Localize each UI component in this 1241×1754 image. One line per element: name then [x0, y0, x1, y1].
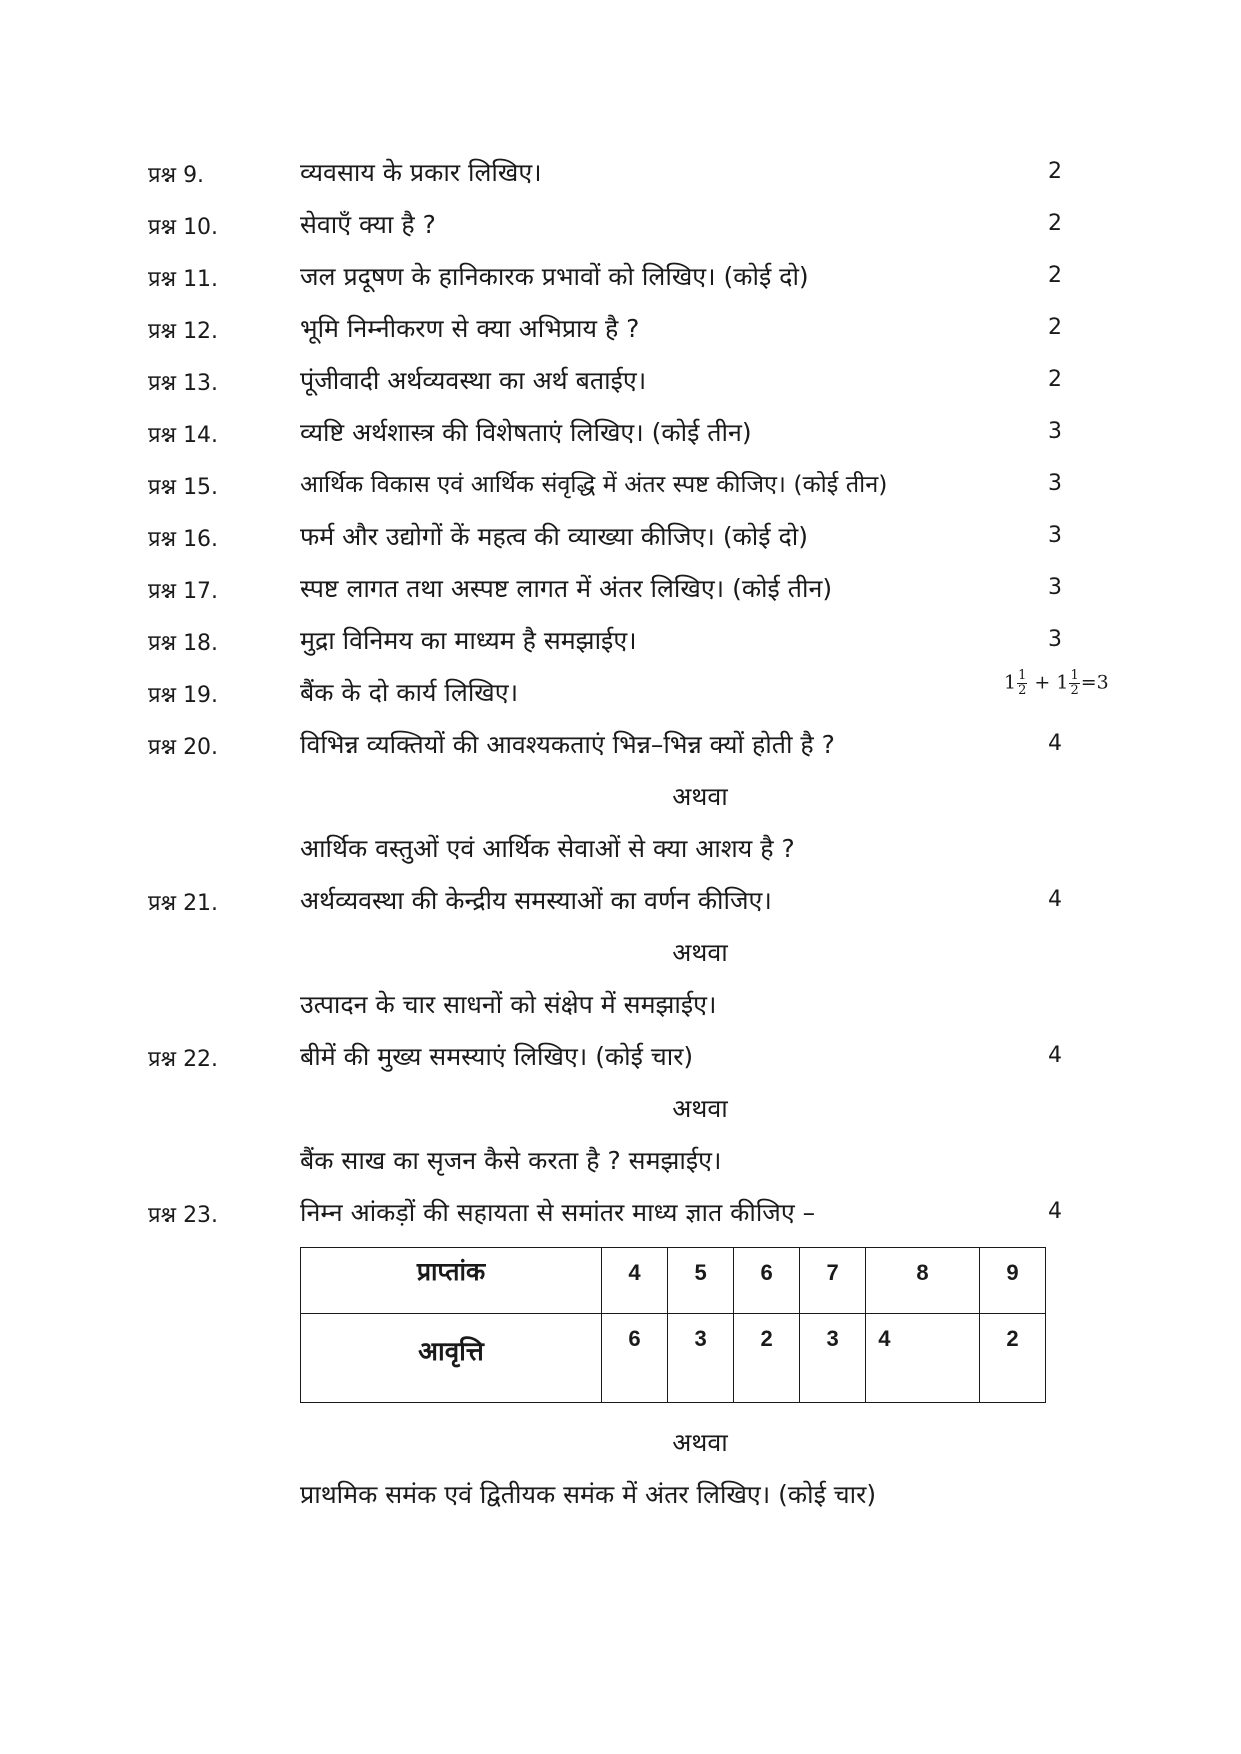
table-row [301, 1248, 1046, 1314]
table-cell: 8 [866, 1248, 980, 1314]
question-number: प्रश्न 18. [148, 631, 219, 656]
question-row [0, 207, 1241, 247]
question-number: प्रश्न 19. [148, 683, 219, 708]
question-row [0, 883, 1241, 923]
fraction-numerator: 1 [1018, 668, 1027, 683]
question-row [0, 259, 1241, 299]
question-marks: 4 [1048, 731, 1062, 756]
question-marks: 3 [1048, 419, 1062, 444]
question-number: प्रश्न 11. [148, 267, 219, 292]
question-text: व्यष्टि अर्थशास्त्र की विशेषताएं लिखिए। (कोई तीन) [300, 418, 752, 447]
question-marks: 3 [1048, 575, 1062, 600]
fraction [1017, 669, 1027, 698]
alternate-question-text: उत्पादन के चार साधनों को संक्षेप में समझाईए। [300, 990, 717, 1019]
question-number: प्रश्न 21. [148, 891, 219, 916]
table-header-cell: प्राप्तांक [301, 1248, 602, 1314]
question-row [0, 1195, 1241, 1235]
question-marks-fraction [1004, 669, 1109, 698]
table-row [301, 1314, 1046, 1403]
frequency-table [300, 1247, 1046, 1403]
question-number: प्रश्न 20. [148, 735, 219, 760]
question-text: जल प्रदूषण के हानिकारक प्रभावों को लिखिए। (कोई दो) [300, 262, 809, 291]
question-row [0, 571, 1241, 611]
question-marks: 2 [1048, 367, 1062, 392]
question-text: आर्थिक विकास एवं आर्थिक संवृद्धि में अंतर स्पष्ट कीजिए। (कोई तीन) [300, 470, 888, 498]
question-marks: 2 [1048, 315, 1062, 340]
question-marks: 2 [1048, 263, 1062, 288]
question-number: प्रश्न 16. [148, 527, 219, 552]
question-row [0, 1039, 1241, 1079]
question-text: स्पष्ट लागत तथा अस्पष्ट लागत में अंतर लिखिए। (कोई तीन) [300, 574, 833, 603]
question-text: मुद्रा विनिमय का माध्यम है समझाईए। [300, 626, 637, 655]
question-number: प्रश्न 23. [148, 1203, 219, 1228]
question-number: प्रश्न 12. [148, 319, 219, 344]
or-label: अथवा [672, 1428, 728, 1457]
question-marks: 3 [1048, 523, 1062, 548]
fraction [1069, 669, 1079, 698]
alternate-question-text: बैंक साख का सृजन कैसे करता है ? समझाईए। [300, 1146, 722, 1175]
marks-total: =3 [1080, 671, 1109, 694]
question-row [0, 727, 1241, 767]
fraction-numerator: 1 [1070, 668, 1079, 683]
alternate-question-text: आर्थिक वस्तुओं एवं आर्थिक सेवाओं से क्या आशय है ? [300, 834, 795, 863]
alternate-question-text: प्राथमिक समंक एवं द्वितीयक समंक में अंतर लिखिए। (कोई चार) [300, 1480, 877, 1509]
question-row [0, 668, 1241, 715]
table-cell: 6 [734, 1248, 800, 1314]
fraction-denominator: 2 [1018, 683, 1027, 698]
table-header-cell: आवृत्ति [301, 1314, 602, 1403]
marks-whole: 1 [1004, 671, 1017, 694]
table-cell: 2 [734, 1314, 800, 1403]
question-row [0, 363, 1241, 403]
question-marks: 3 [1048, 471, 1062, 496]
question-text: फर्म और उद्योगों कें महत्व की व्याख्या कीजिए। (कोई दो) [300, 522, 808, 551]
question-row [0, 155, 1241, 195]
question-text: बीमें की मुख्य समस्याएं लिखिए। (कोई चार) [300, 1042, 694, 1071]
question-marks: 3 [1048, 627, 1062, 652]
alternate-question-row [0, 1143, 1241, 1183]
alternate-question-row [0, 987, 1241, 1027]
marks-plus: + [1034, 671, 1051, 694]
table-cell: 5 [668, 1248, 734, 1314]
table-cell: 2 [979, 1314, 1045, 1403]
question-text: विभिन्न व्यक्तियों की आवश्यकताएं भिन्न–भिन्न क्यों होती है ? [300, 730, 835, 759]
question-row [0, 467, 1241, 507]
or-label: अथवा [672, 938, 728, 967]
question-number: प्रश्न 17. [148, 579, 219, 604]
table-cell: 4 [602, 1248, 668, 1314]
question-row [0, 415, 1241, 455]
question-number: प्रश्न 14. [148, 423, 219, 448]
question-marks: 4 [1048, 887, 1062, 912]
question-number: प्रश्न 15. [148, 475, 219, 500]
alternate-question-row [0, 831, 1241, 871]
question-text: व्यवसाय के प्रकार लिखिए। [300, 158, 542, 187]
question-text: बैंक के दो कार्य लिखिए। [300, 678, 519, 707]
question-row [0, 623, 1241, 663]
question-number: प्रश्न 22. [148, 1047, 219, 1072]
or-label: अथवा [672, 782, 728, 811]
or-label: अथवा [672, 1094, 728, 1123]
question-number: प्रश्न 10. [148, 215, 219, 240]
table-cell: 9 [979, 1248, 1045, 1314]
question-row [0, 519, 1241, 559]
question-number: प्रश्न 9. [148, 163, 205, 188]
table-cell: 4 [866, 1314, 980, 1403]
table-cell: 7 [800, 1248, 866, 1314]
table-cell: 3 [800, 1314, 866, 1403]
table-cell: 6 [602, 1314, 668, 1403]
question-text: निम्न आंकड़ों की सहायता से समांतर माध्य ज्ञात कीजिए – [300, 1198, 816, 1227]
question-marks: 2 [1048, 211, 1062, 236]
question-text: अर्थव्यवस्था की केन्द्रीय समस्याओं का वर्णन कीजिए। [300, 886, 772, 915]
question-marks: 4 [1048, 1199, 1062, 1224]
question-text: सेवाएँ क्या है ? [300, 210, 436, 239]
question-marks: 2 [1048, 159, 1062, 184]
question-row [0, 311, 1241, 351]
question-text: भूमि निम्नीकरण से क्या अभिप्राय है ? [300, 314, 640, 343]
table-cell: 3 [668, 1314, 734, 1403]
alternate-question-row [0, 1477, 1241, 1517]
marks-whole: 1 [1056, 671, 1069, 694]
question-text: पूंजीवादी अर्थव्यवस्था का अर्थ बताईए। [300, 366, 647, 395]
fraction-denominator: 2 [1070, 683, 1079, 698]
question-number: प्रश्न 13. [148, 371, 219, 396]
question-marks: 4 [1048, 1043, 1062, 1068]
